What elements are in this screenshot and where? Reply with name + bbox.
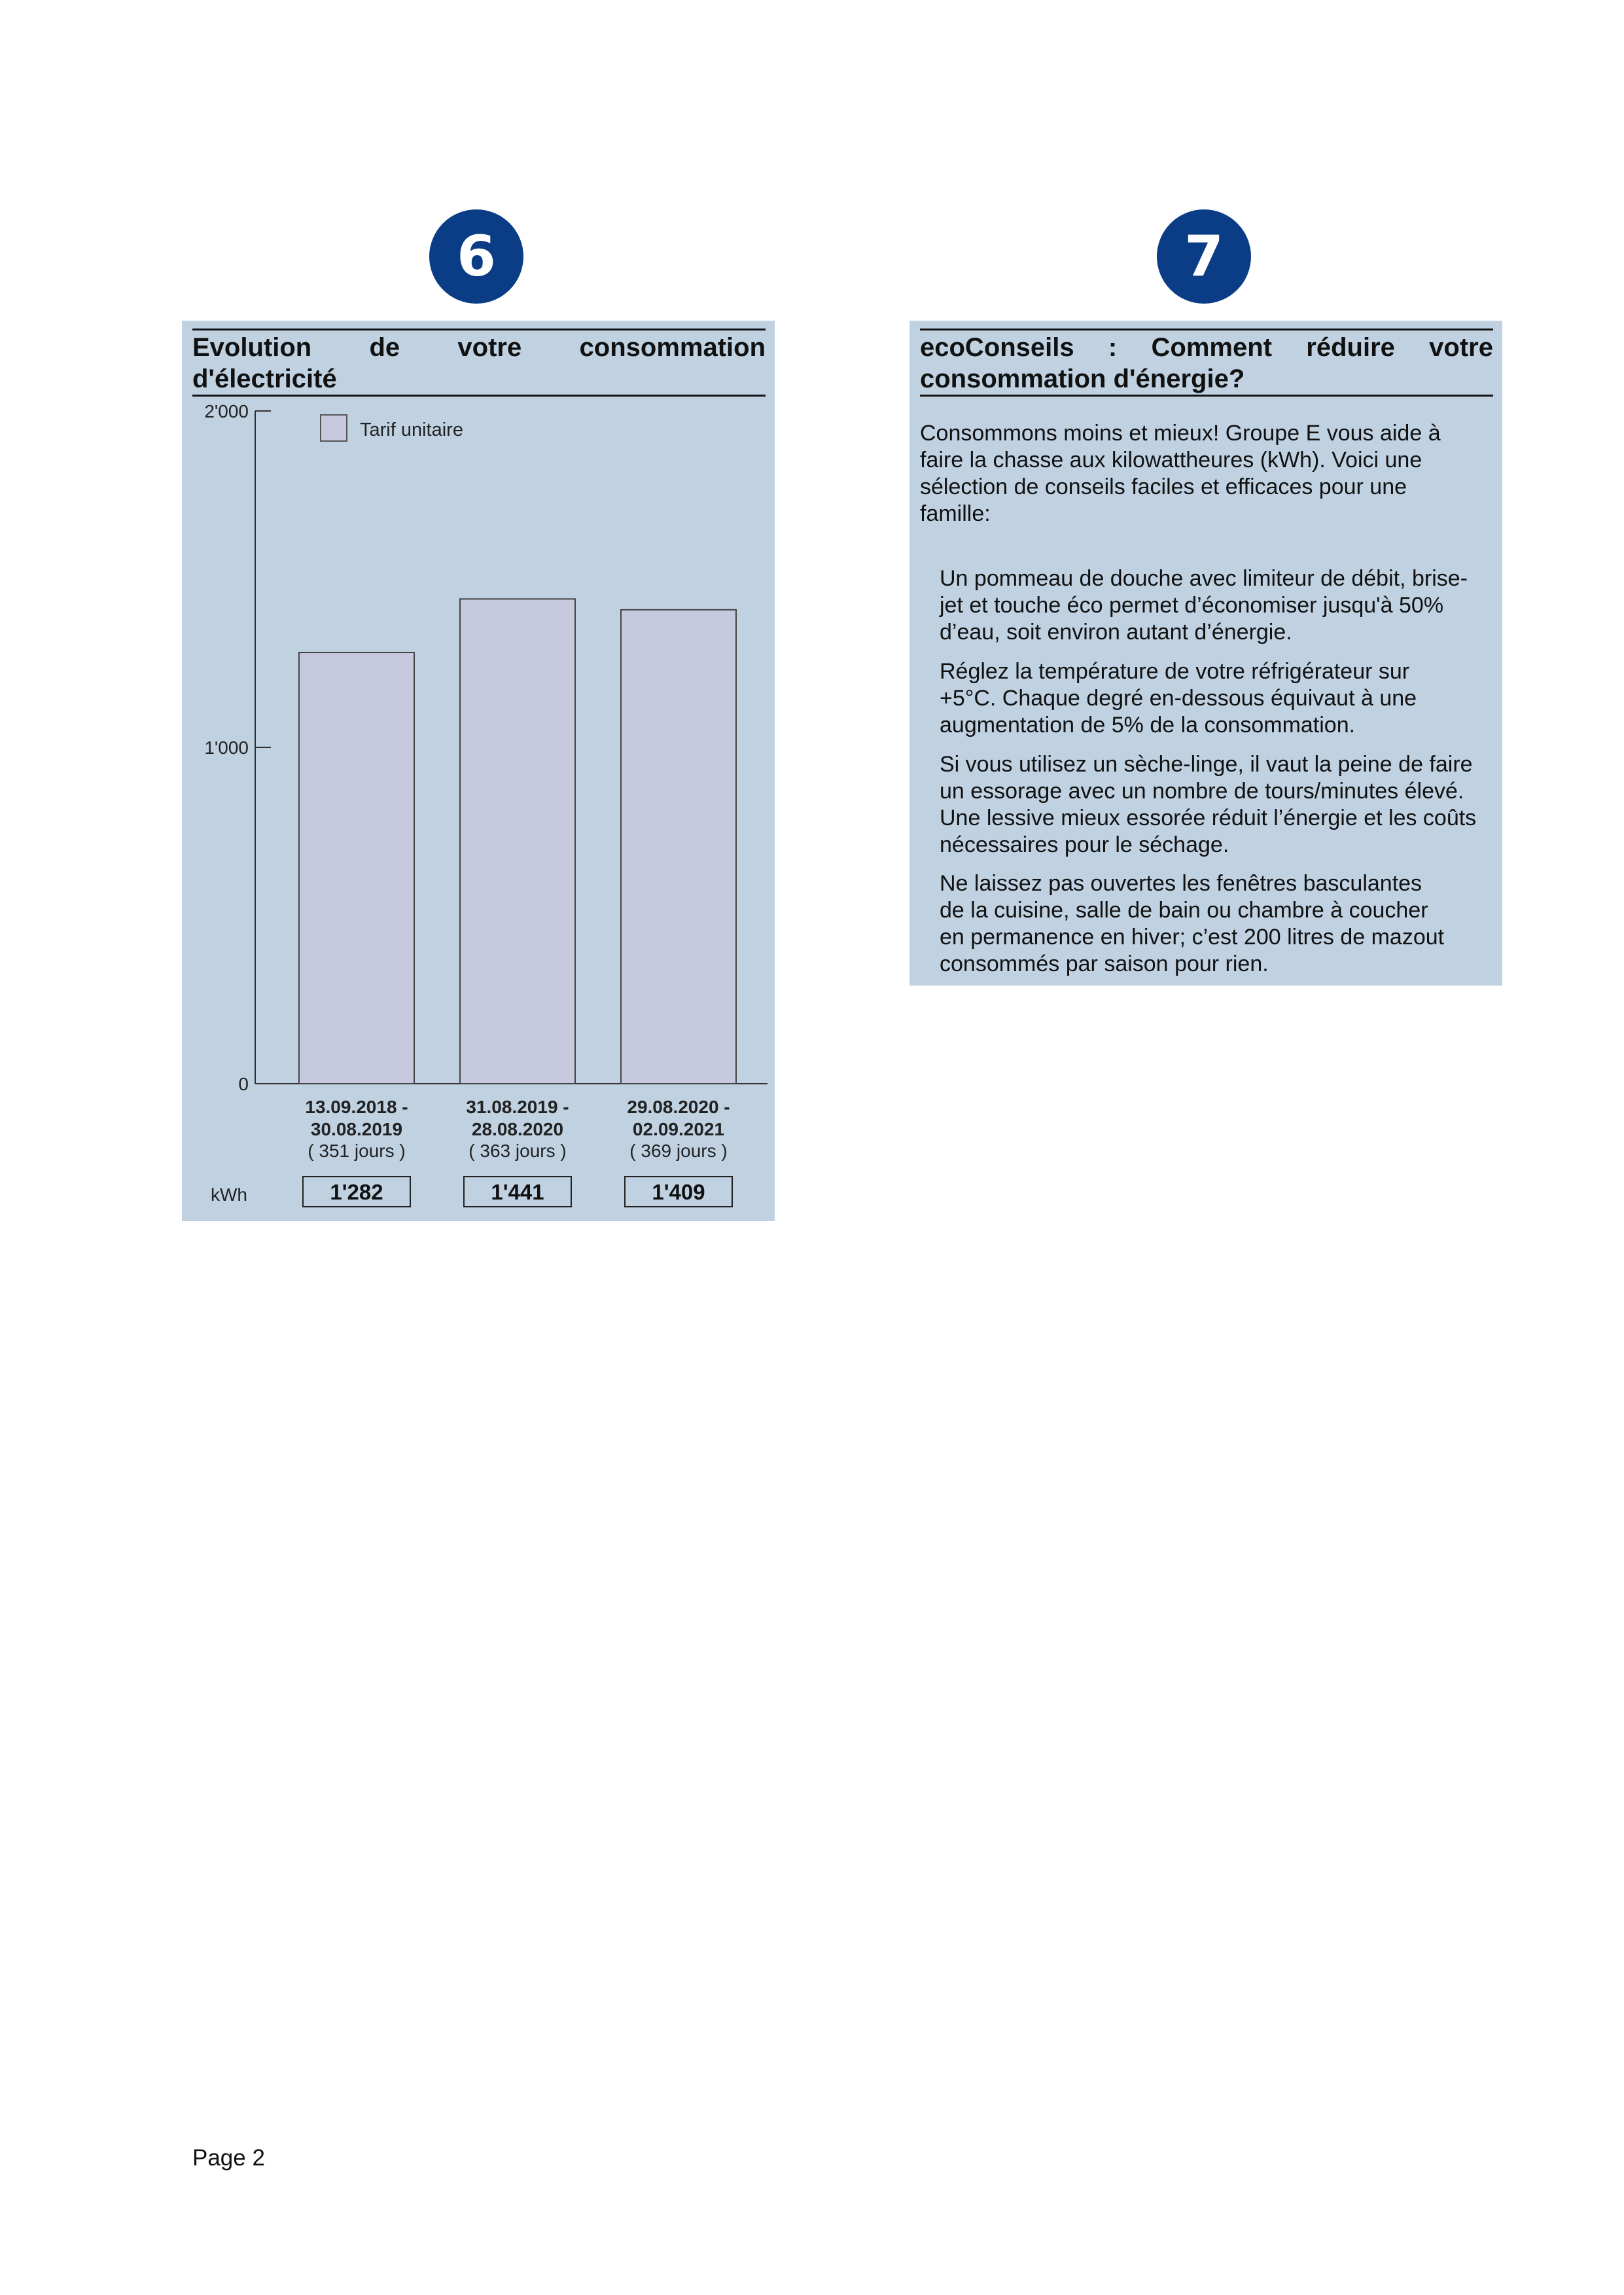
eco-tip-windows: Ne laissez pas ouvertes les fenêtres basculantes de la cuisine, salle de bain ou chambre à coucher en permanence en hiver; c’est 200 litres de mazout consommés par saison pour rien. [940, 871, 1445, 976]
eco-tips-panel [909, 321, 1502, 986]
consumption-chart [182, 321, 775, 1221]
y-tick-label: 2'000 [204, 401, 249, 421]
section-badge-6: 6 [429, 209, 523, 304]
category-period-end: 02.09.2021 [632, 1119, 725, 1139]
legend-label: Tarif unitaire [360, 419, 463, 440]
eco-tips-body [909, 321, 1502, 986]
eco-tips-title: ecoConseils : Comment réduire votre consommation d'énergie? [920, 329, 1493, 397]
value-label: 1'409 [652, 1180, 705, 1204]
bar [621, 610, 736, 1084]
legend-swatch [321, 415, 347, 441]
category-period-end: 28.08.2020 [471, 1119, 564, 1139]
consumption-panel [182, 321, 775, 1221]
eco-tip-shower: Un pommeau de douche avec limiteur de débit, brise- jet et touche éco permet d’économiser jusqu'à 50% d’eau, soit environ autant d’énergie. [940, 566, 1468, 645]
bar [299, 652, 414, 1084]
category-days: ( 351 jours ) [308, 1141, 406, 1161]
category-period-start: 13.09.2018 - [305, 1097, 408, 1117]
value-label: 1'441 [491, 1180, 544, 1204]
y-tick-label: 0 [238, 1074, 249, 1094]
category-period-end: 30.08.2019 [310, 1119, 403, 1139]
category-days: ( 369 jours ) [629, 1141, 728, 1161]
page-number: Page 2 [192, 2145, 265, 2171]
eco-tips-intro: Consommons moins et mieux! Groupe E vous aide à faire la chasse aux kilowattheures (kWh). Voici une sélection de conseils faciles et efficaces pour une famille: [920, 421, 1441, 526]
category-days: ( 363 jours ) [468, 1141, 567, 1161]
value-label: 1'282 [330, 1180, 383, 1204]
y-tick-label: 1'000 [204, 738, 249, 758]
section-badge-7: 7 [1157, 209, 1251, 304]
category-period-start: 31.08.2019 - [466, 1097, 569, 1117]
bar [460, 599, 575, 1084]
consumption-title: Evolution de votre consommation d'électricité [192, 329, 766, 397]
unit-label: kWh [211, 1184, 247, 1205]
category-period-start: 29.08.2020 - [627, 1097, 730, 1117]
eco-tip-dryer: Si vous utilisez un sèche-linge, il vaut la peine de faire un essorage avec un nombre de tours/minutes élevé. Une lessive mieux essorée réduit l’énergie et les coûts nécessaires pour le séchage. [940, 752, 1477, 857]
eco-tip-fridge: Réglez la température de votre réfrigérateur sur +5°C. Chaque degré en-dessous équivaut à une augmentation de 5% de la consommation. [940, 659, 1417, 738]
